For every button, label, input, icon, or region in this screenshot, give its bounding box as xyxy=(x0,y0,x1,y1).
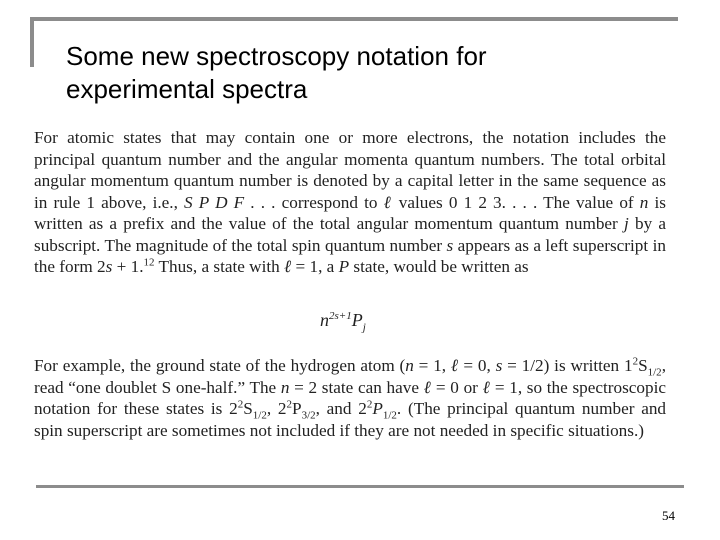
slide-title xyxy=(66,40,666,106)
p2-text-f: = 2 state can have xyxy=(289,377,424,397)
paragraph-notation-rules xyxy=(34,127,666,278)
p1-text-b: . . . correspond to xyxy=(244,192,384,212)
p2-text-h: = 1, so the spectroscopic notation for these states is 2 xyxy=(34,377,666,418)
p1-text-g: + 1. xyxy=(112,257,144,276)
p1-s: s xyxy=(446,235,454,255)
p2-sub-3: 3/2 xyxy=(301,409,316,422)
p1-text-a: For atomic states that may contain one or more electrons, the notation includes the principal quantum number and the angular momenta quantum numbers. The total orbital angular momentum quantum number is denoted by a capital letter in the same sequence as in rule 1 above, i.e., xyxy=(34,128,666,212)
p2-text-g: = 0 or xyxy=(431,377,483,397)
p1-text-d: is written as a prefix and the value of the total angular momentum quantum number xyxy=(34,192,666,233)
formula-superscript: 2s+1 xyxy=(329,310,352,322)
p2-ell: ℓ xyxy=(450,356,459,375)
p2-sub-1: 1/2 xyxy=(647,366,662,379)
p2-sup-2: 2 xyxy=(237,398,244,411)
p2-text-c: = 0, xyxy=(458,356,496,375)
p1-j: j xyxy=(623,214,629,233)
p1-s-2: s xyxy=(105,257,113,276)
p1-text-i: = 1, a xyxy=(291,257,339,276)
p1-n: n xyxy=(639,192,649,212)
p2-sup-4: 2 xyxy=(366,398,373,411)
p2-p2: P xyxy=(292,399,302,418)
p2-sub-4: 1/2 xyxy=(382,409,397,422)
p1-text-f: appears as a left superscript in the form 2 xyxy=(34,235,666,276)
p1-p-state: P xyxy=(338,257,350,276)
p2-text-b: = 1, xyxy=(413,356,451,375)
p1-footnote-ref: 12 xyxy=(143,256,155,269)
p2-text-i: , 2 xyxy=(266,399,287,418)
p1-ell-2: ℓ xyxy=(284,257,292,276)
p2-sub-2: 1/2 xyxy=(252,409,267,422)
paragraph-hydrogen-example xyxy=(34,355,666,441)
p2-p3: P xyxy=(372,399,383,418)
p2-s2: S xyxy=(243,399,253,418)
formula-p: P xyxy=(351,310,363,330)
p2-sup-3: 2 xyxy=(286,398,292,411)
p2-text-a: For example, the ground state of the hydrogen atom ( xyxy=(34,356,406,375)
p1-text-c: values 0 1 2 3. . . . The value of xyxy=(392,192,640,212)
page-number: 54 xyxy=(662,508,675,523)
notation-formula xyxy=(320,310,366,334)
frame-bottom-line xyxy=(36,485,684,488)
p2-sup-1: 2 xyxy=(632,355,639,368)
p2-ell-4: ℓ xyxy=(482,377,491,397)
p2-text-j: , and 2 xyxy=(315,399,367,418)
p2-s-label: S xyxy=(638,356,648,375)
p2-text-k: . (The principal quantum number and spin superscript are sometimes not included if they are not needed in specific situations.) xyxy=(34,399,667,440)
p1-text-e: by a subscript. The magnitude of the total spin quantum number xyxy=(34,214,666,255)
p2-ell-3: ℓ xyxy=(423,377,432,397)
formula-subscript: j xyxy=(362,321,366,334)
p2-n-state: n xyxy=(280,377,290,397)
slide-title-line-2: experimental spectra xyxy=(66,74,308,104)
p1-text-j: state, would be written as xyxy=(349,257,529,276)
p1-ell: ℓ xyxy=(383,192,393,212)
p1-spdf: S P D F xyxy=(184,192,245,212)
p1-text-h: Thus, a state with xyxy=(154,257,285,276)
p2-text-e: , read “one doublet S one-half.” The xyxy=(34,356,666,397)
p2-n: n xyxy=(405,356,414,375)
slide-title-line-1: Some new spectroscopy notation for xyxy=(66,41,487,71)
p2-s: s xyxy=(495,356,503,375)
formula-n: n xyxy=(320,310,329,330)
p2-text-d: = 1/2) is written 1 xyxy=(502,356,633,375)
frame-top-line xyxy=(30,17,678,21)
frame-left-line xyxy=(30,17,34,67)
